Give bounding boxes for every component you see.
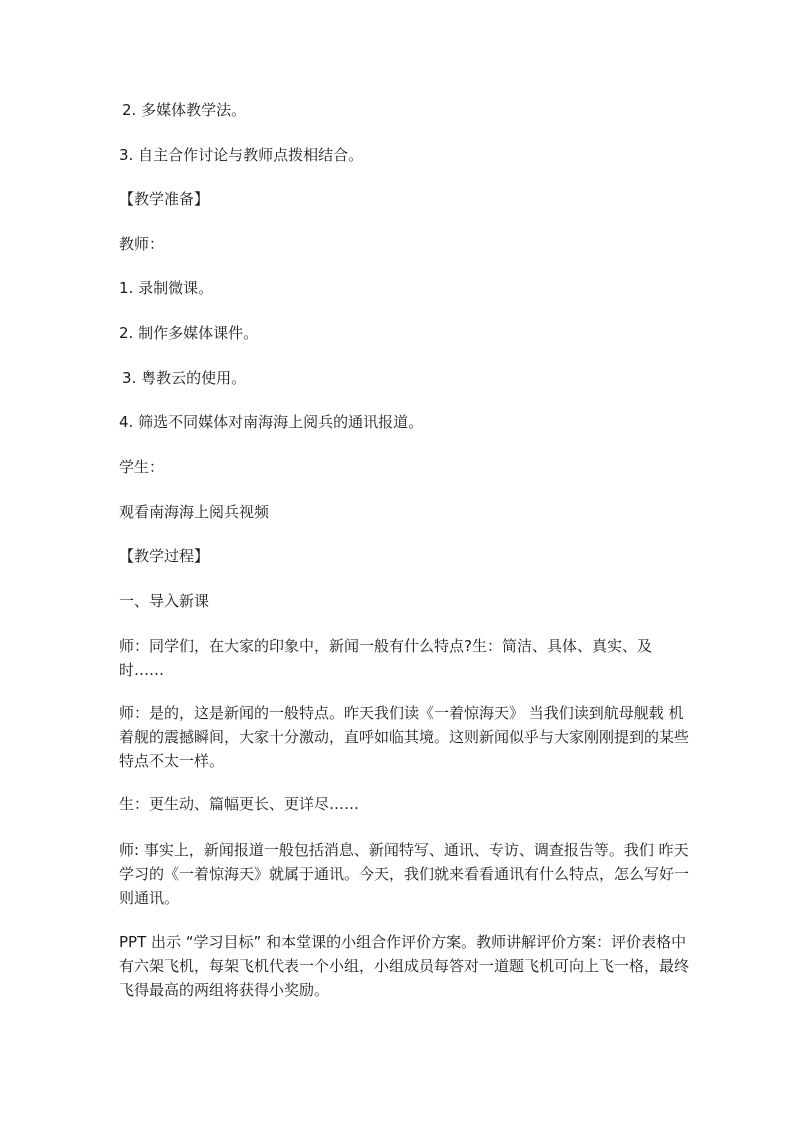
label-student: 学生：	[119, 458, 165, 476]
paragraph-dialogue-3: 生：更生动、篇幅更长、更详尽……	[119, 795, 360, 813]
heading-teaching-preparation: 【教学准备】	[119, 190, 210, 208]
heading-introduction: 一、导入新课	[119, 592, 210, 610]
paragraph-dialogue-4: 师: 事实上，新闻报道一般包括消息、新闻特写、通讯、专访、调查报告等。我们 昨天学习的《一着惊海天》就属于通讯。今天，我们就来看看通讯有什么特点，怎么写好一则通讯。	[119, 841, 690, 907]
paragraph-prep-2: 2. 制作多媒体课件。	[119, 324, 259, 342]
paragraph-ppt-plan: PPT 出示 “学习目标” 和本堂课的小组合作评价方案。教师讲解评价方案：评价表格中有六架飞机，每架飞机代表一个小组，小组成员每答对一道题飞机可向上飞一格，最终飞得最高的两组将获得小奖励。	[119, 933, 690, 999]
paragraph-method-3: 3. 自主合作讨论与教师点拨相结合。	[119, 146, 364, 164]
paragraph-dialogue-2: 师：是的，这是新闻的一般特点。昨天我们读《一着惊海天》 当我们读到航母舰载 机着舰的震撼瞬间，大家十分激动，直呼如临其境。这则新闻似乎与大家刚刚提到的某些特点不太一样。	[119, 704, 690, 770]
paragraph-prep-1: 1. 录制微课。	[119, 279, 214, 297]
paragraph-dialogue-1: 师：同学们，在大家的印象中，新闻一般有什么特点?生：简洁、具体、真实、及时……	[119, 637, 652, 679]
label-teacher: 教师：	[119, 235, 165, 253]
paragraph-prep-3: 3. 粤教云的使用。	[122, 369, 247, 387]
paragraph-prep-4: 4. 筛选不同媒体对南海海上阅兵的通讯报道。	[119, 413, 424, 431]
paragraph-method-2: 2. 多媒体教学法。	[122, 101, 247, 119]
heading-teaching-process: 【教学过程】	[119, 547, 210, 565]
paragraph-student-prep: 观看南海海上阅兵视频	[119, 503, 270, 521]
